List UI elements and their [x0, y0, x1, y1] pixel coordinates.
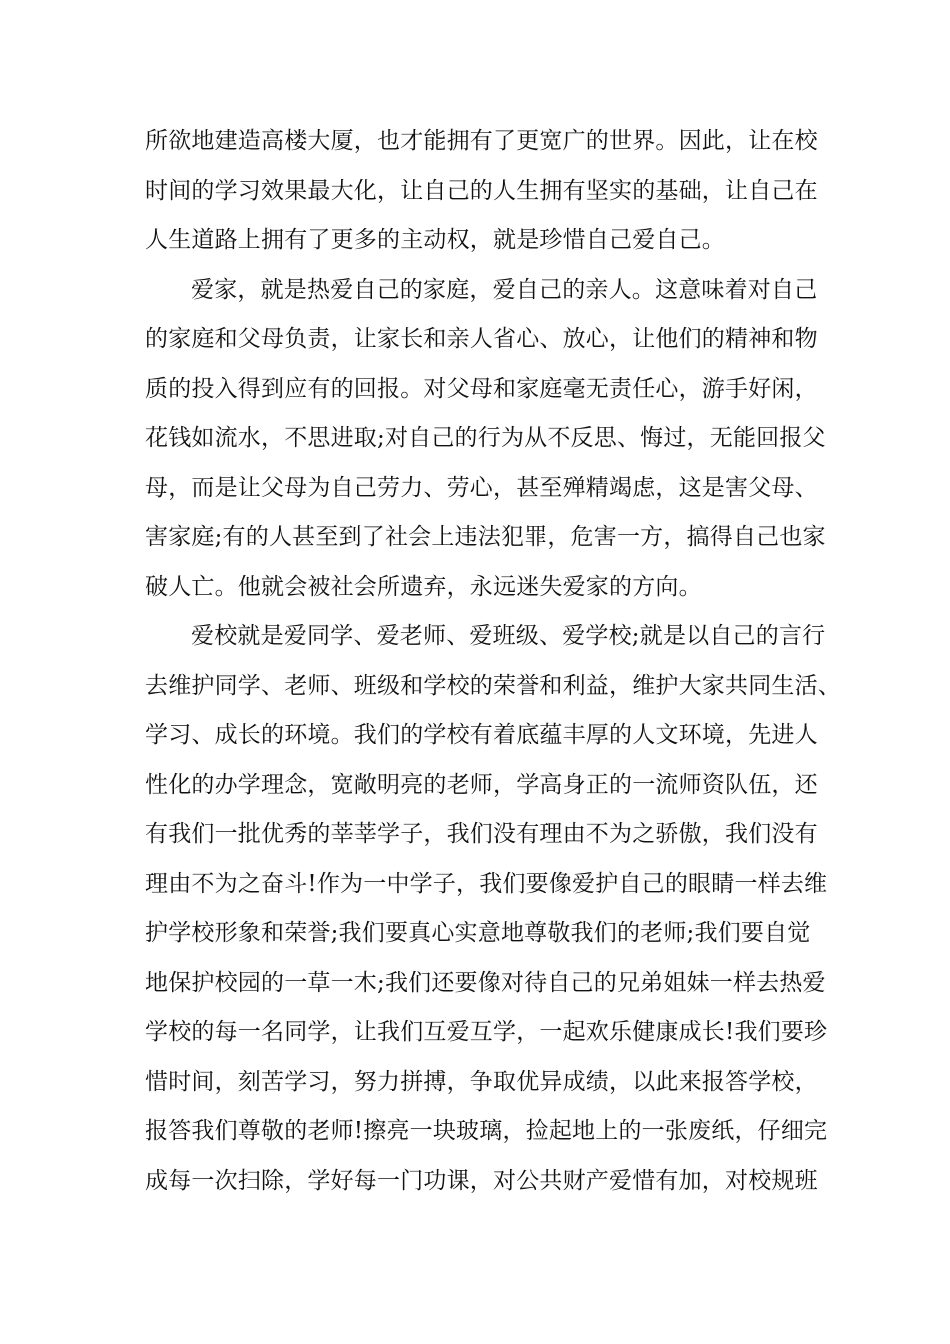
text-line: 地保护校园的一草一木;我们还要像对待自己的兄弟姐妹一样去热爱	[145, 969, 826, 996]
text-line: 去维护同学、老师、班级和学校的荣誉和利益，维护大家共同生活、	[145, 672, 841, 699]
text-line: 母，而是让父母为自己劳力、劳心，甚至殚精竭虑，这是害父母、	[145, 474, 818, 501]
text-line: 报答我们尊敬的老师!擦亮一块玻璃，捡起地上的一张废纸，仔细完	[145, 1118, 828, 1144]
text-line: 质的投入得到应有的回报。对父母和家庭毫无责任心，游手好闲，	[145, 375, 818, 402]
text-line: 有我们一批优秀的莘莘学子，我们没有理由不为之骄傲，我们没有	[145, 821, 818, 847]
text-line: 护学校形象和荣誉;我们要真心实意地尊敬我们的老师;我们要自觉	[145, 920, 811, 946]
text-line: 学校的每一名同学，让我们互爱互学，一起欢乐健康成长!我们要珍	[145, 1019, 828, 1045]
text-line: 害家庭;有的人甚至到了社会上违法犯罪，危害一方，搞得自己也家	[145, 524, 826, 550]
paragraph-start-line: 爱校就是爱同学、爱老师、爱班级、爱学校;就是以自己的言行	[191, 623, 826, 649]
paragraph-start-line: 爱家，就是热爱自己的家庭，爱自己的亲人。这意味着对自己	[191, 276, 818, 303]
text-line: 时间的学习效果最大化，让自己的人生拥有坚实的基础，让自己在	[145, 177, 818, 204]
text-line: 的家庭和父母负责，让家长和亲人省心、放心，让他们的精神和物	[145, 326, 818, 352]
text-line: 惜时间，刻苦学习，努力拼搏，争取优异成绩，以此来报答学校，	[145, 1068, 818, 1095]
text-line: 成每一次扫除，学好每一门功课，对公共财产爱惜有加，对校规班	[145, 1167, 818, 1194]
text-line: 所欲地建造高楼大厦，也才能拥有了更宽广的世界。因此，让在校	[145, 128, 818, 154]
text-line: 破人亡。他就会被社会所遗弃，永远迷失爱家的方向。	[145, 573, 702, 600]
text-line: 人生道路上拥有了更多的主动权，就是珍惜自己爱自己。	[145, 227, 725, 253]
text-line: 学习、成长的环境。我们的学校有着底蕴丰厚的人文环境，先进人	[145, 722, 818, 748]
text-line: 理由不为之奋斗!作为一中学子，我们要像爱护自己的眼睛一样去维	[145, 870, 828, 897]
text-line: 性化的办学理念，宽敞明亮的老师，学高身正的一流师资队伍，还	[145, 771, 818, 798]
text-line: 花钱如流水，不思进取;对自己的行为从不反思、悔过，无能回报父	[145, 425, 826, 451]
